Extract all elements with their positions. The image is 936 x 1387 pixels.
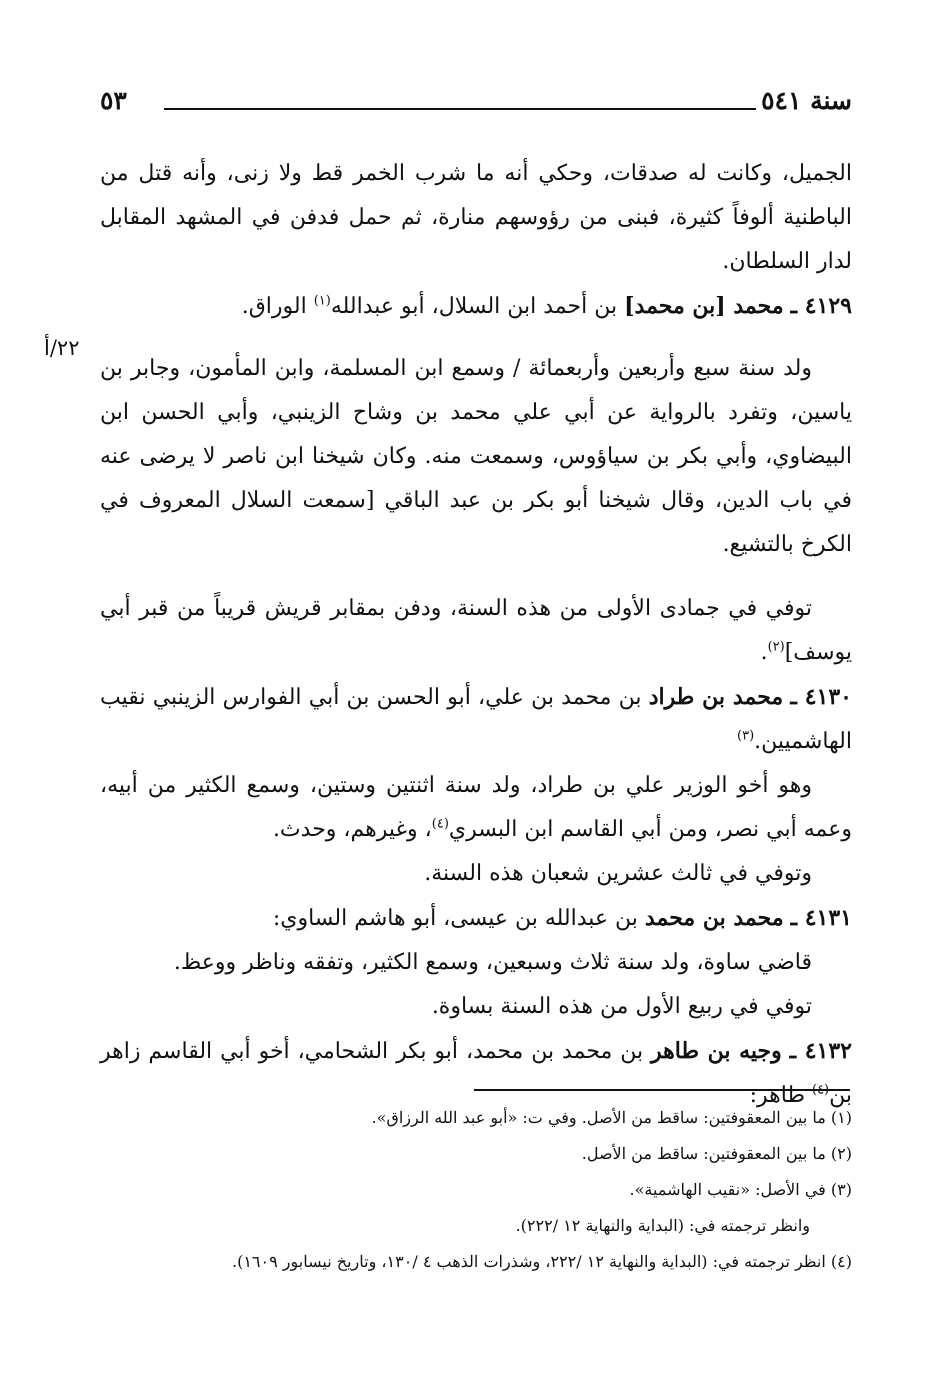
entry-name: محمد بن محمد bbox=[644, 905, 784, 931]
footnote-ref: (٤) bbox=[811, 1082, 830, 1098]
entry-4130-heading bbox=[100, 675, 852, 764]
entry-name: وجيه بن طاهر bbox=[651, 1038, 782, 1064]
death-text-end: . bbox=[760, 640, 768, 665]
footnotes bbox=[100, 1100, 852, 1280]
footnote-4: (٤) انظر ترجمته في: (البداية والنهاية ١٢ /٢٢٢، وشذرات الذهب ٤ /١٣٠، وتاريخ نيسابور ١٦٠٩). bbox=[231, 1252, 852, 1271]
margin-folio-note: ٢٢/أ bbox=[44, 336, 80, 360]
footnote-3-continuation: وانظر ترجمته في: (البداية والنهاية ١٢ /٢٢٢). bbox=[515, 1216, 810, 1235]
header-rule bbox=[164, 108, 756, 110]
entry-number: ٤١٣٠ ـ bbox=[790, 684, 852, 710]
entry-lineage: بن أحمد ابن السلال، أبو عبدالله bbox=[330, 294, 618, 319]
header-year: سنة ٥٤١ bbox=[761, 86, 852, 115]
footnote-ref: (١) bbox=[313, 293, 331, 309]
footnote-ref: (٣) bbox=[737, 728, 755, 744]
entry-lineage: بن عبدالله بن عيسى، أبو هاشم الساوي: bbox=[272, 906, 645, 931]
entry-lineage: بن محمد بن محمد، أبو بكر الشحامي، أخو أبي القاسم زاهر بن bbox=[100, 1039, 852, 1108]
bio-text: وهو أخو الوزير علي بن طراد، ولد سنة اثنتين وستين، وسمع الكثير من أبيه، وعمه أبي نصر، ومن أبي القاسم ابن البسري bbox=[100, 773, 852, 842]
entry-4130-biography bbox=[100, 764, 852, 852]
entry-4131-biography: قاضي ساوة، ولد سنة ثلاث وسبعين، وسمع الكثير، وتفقه وناظر ووعظ. bbox=[173, 950, 812, 975]
entry-lineage-end: الوراق. bbox=[241, 294, 314, 319]
entry-lineage-end: طاهر: bbox=[749, 1083, 812, 1108]
entry-4131-death: توفي في ربيع الأول من هذه السنة بساوة. bbox=[431, 994, 812, 1019]
paragraph-continuation: الجميل، وكانت له صدقات، وحكي أنه ما شرب الخمر قط ولا زنى، وأنه قتل من الباطنية ألوفاً كثيرة، فبنى من رؤوسهم منارة، ثم حمل فدفن في المشهد المقابل لدار السلطان. bbox=[100, 161, 852, 274]
footnote-ref: (٤) bbox=[431, 816, 449, 832]
entry-4129-biography: ولد سنة سبع وأربعين وأربعمائة / وسمع ابن المسلمة، وابن المأمون، وجابر بن ياسين، وتفرد بالرواية عن أبي علي محمد بن وشاح الزينبي، وأبي الحسن ابن البيضاوي، وأبي بكر بن سياؤوس، وسمعت منه. وكان شيخنا ابن ناصر لا يرضى عنه في باب الدين، وقال شيخنا أبو بكر بن عبد الباقي [سمعت السلال المعروف في الكرخ بالتشيع. bbox=[100, 356, 852, 557]
entry-name: محمد بن طراد bbox=[648, 684, 784, 710]
entry-4131-heading bbox=[100, 896, 852, 941]
bio-text-end: ، وغيرهم، وحدث. bbox=[272, 817, 432, 842]
death-text: توفي في جمادى الأولى من هذه السنة، ودفن بمقابر قريش قريباً من قبر أبي يوسف] bbox=[100, 596, 852, 665]
entry-number: ٤١٣١ ـ bbox=[790, 905, 852, 931]
entry-name: محمد [بن محمد] bbox=[624, 293, 784, 319]
entry-lineage: بن محمد بن علي، أبو الحسن بن أبي الفوارس الزينبي نقيب الهاشميين. bbox=[100, 685, 852, 754]
page-number: ٥٣ bbox=[100, 86, 127, 115]
footnote-2: (٢) ما بين المعقوفتين: ساقط من الأصل. bbox=[581, 1144, 852, 1163]
entry-number: ٤١٣٢ ـ bbox=[789, 1038, 852, 1064]
footnote-3: (٣) في الأصل: «نقيب الهاشمية». bbox=[629, 1180, 852, 1199]
entry-number: ٤١٢٩ ـ bbox=[790, 293, 852, 319]
running-header bbox=[100, 86, 852, 126]
entry-4129-heading bbox=[100, 284, 852, 329]
footnote-separator bbox=[474, 1089, 850, 1091]
footnote-1: (١) ما بين المعقوفتين: ساقط من الأصل. وفي ت: «أبو عبد الله الرزاق». bbox=[371, 1108, 852, 1127]
footnote-ref: (٢) bbox=[767, 639, 785, 655]
entry-4130-death: وتوفي في ثالث عشرين شعبان هذه السنة. bbox=[424, 861, 812, 886]
main-text bbox=[100, 152, 852, 1118]
entry-4129-death bbox=[100, 587, 852, 675]
